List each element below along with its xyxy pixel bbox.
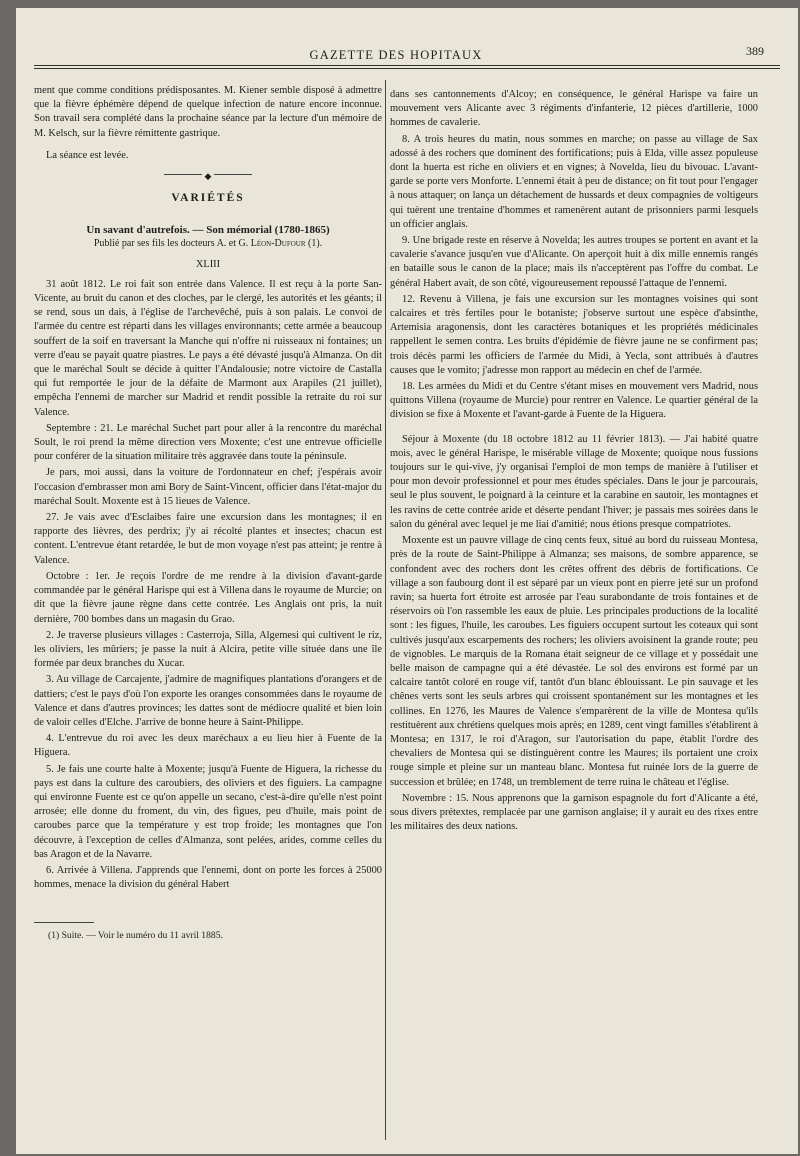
header-rule bbox=[34, 65, 780, 66]
paragraph: Moxente est un pauvre village de cinq cents feux, situé au bord du ruisseau Montesa, près de la route de Saint-Philippe à Almanza; ses maisons, de sombre apparence, se confondent avec des rochers dont les crêtes offrent des débris de fortifications. Ce village a son faubourg dont il est séparé par un vieux pont en pierre jeté sur un profond ravin; sa huerta fort étroite est arrosée par l'eau surabondante de trois fontaines et de réservoirs où l'on rassemble les eaux de pluie. Les principales productions de la localité sont : les figues, l'huile, les caroubes. Les figuiers occupent surtout les coteaux qui sont cultivés jusqu'aux escarpements des rochers; les oliviers avoisinent la grande route; peu de vignobles. Le marquis de la Romana était seigneur de ce village et y possédait une belle maison de campagne qui a été dévastée. Le sol des environs est formé par un calcaire tantôt coloré en rouge vif, tantôt d'un blanc éblouissant. Le pin sauvage et les chênes verts sont les seuls arbres qui croissent spontanément sur les montagnes et les collines. En 1276, les Maures de Valence s'emparèrent de la ville de Montesa qu'ils restituèrent aux chrétiens quelques mois après; en 1289, cent vingt familles s'établirent à Montesa; en 1317, le roi d'Aragon, sur l'autorisation du pape, établit l'ordre des chevaliers de Montesa qui se distinguèrent contre les Maures; ils portaient une croix rouge simple et pleine sur un manteau blanc. Montesa fut ruinée lors de la guerre de succession et brûlée; en 1748, un tremblement de terre ruina le château et l'église. bbox=[390, 535, 758, 788]
paragraph: 2. Je traverse plusieurs villages : Casterroja, Silla, Algemesi qui cultivent le riz, les oliviers, les mûriers; je passe la nuit à Alcira, petite ville située dans une île formée par deux branches du Xucar. bbox=[34, 629, 382, 670]
paragraph: Septembre : 21. Le maréchal Suchet part pour aller à la rencontre du maréchal Soult, le roi prend la même direction vers Moxente; c'est une entrevue officielle pour conférer de la situation militaire très aggravée dans toute la péninsule. bbox=[34, 422, 382, 463]
newspaper-page bbox=[16, 8, 798, 1154]
subtitle-text-end: (1). bbox=[305, 238, 323, 250]
column-separator bbox=[385, 80, 386, 1140]
footnote: (1) Suite. — Voir le numéro du 11 avril 1885. bbox=[48, 930, 223, 942]
left-column bbox=[34, 84, 382, 946]
paragraph: 8. A trois heures du matin, nous sommes en marche; on passe au village de Sax adossé à des rochers que dominent des fortifications; puis à Elda, ville assez populeuse dont la huerta est riche en oliviers et en vignes; à Novelda, lieu du bivouac. L'avant-garde se porte vers Monforte. L'ennemi était à peu de distance; on fit tout pour l'engager à nous attaquer; on lança un détachement de hussards et deux compagnies de voltigeurs qui tuèrent une trentaine d'hommes et ramenèrent autant de prisonniers parmi lesquels un officier anglais. bbox=[390, 133, 758, 230]
article-subtitle bbox=[34, 237, 382, 251]
subtitle-text: Publié par ses fils les docteurs A. et G. bbox=[93, 238, 251, 250]
chapter-number: XLIII bbox=[195, 258, 221, 270]
right-column bbox=[390, 88, 758, 836]
paragraph: 31 août 1812. Le roi fait son entrée dans Valence. Il est reçu à la porte San-Vicente, au bruit du canon et des cloches, par le clergé, les autorités et les géants; il se rend, sous un dais, à l'église de l'archevêché, puis à son palais. Le convoi de l'armée du centre est réparti dans les villages environnants; cette armée a beaucoup souffert de la soif en traversant la Manche qui n'offre ni ruisseaux ni fontaines; un verre d'eau se payait quatre piastres. Le pays a été dévasté jusqu'à Almanza. On dit que le maréchal Soult se décide à quitter l'Andalousie; notre victoire de Castalla qui fut remportée le jour de la défaite de Marmont aux Arapiles (21 juillet), empêcha l'ennemi de marcher sur Madrid et rendit possible la retraite du roi sur Valence. bbox=[34, 278, 382, 418]
paragraph: 4. L'entrevue du roi avec les deux maréchaux a eu lieu hier à Fuente de la Higuera. bbox=[34, 733, 382, 759]
paragraph: 27. Je vais avec d'Esclaibes faire une excursion dans les montagnes; il en rapporte des lièvres, des perdrix; j'y ai récolté plantes et insectes; chacun est content. L'entrevue étant retardée, le but de mon voyage n'est pas atteint; je rentre à Valence. bbox=[34, 512, 382, 566]
paragraph: Séjour à Moxente (du 18 octobre 1812 au 11 février 1813). — J'ai habité quatre mois, avec le général Harispe, le misérable village de Moxente; quoique nous fussions toujours sur le qui-vive, j'y organisai l'emploi de mon temps de manière à l'utiliser et pour mon devoir professionnel et pour mes études spéciales. Dans le jour je parcourais, seul le plus souvent, le poignard à la ceinture et la carabine en sautoir, les montagnes et les ravins de cette contrée aride et déserte pendant l'hiver; je passais mes soirées dans le salon du général avec lequel je me liai d'amitié; nous étions presque compatriotes. bbox=[390, 433, 758, 530]
section-title: VARIÉTÉS bbox=[171, 192, 245, 205]
paragraph: 18. Les armées du Midi et du Centre s'étant mises en mouvement vers Madrid, nous quittons Villena (royaume de Murcie) pour rentrer en Valence. Le quartier général de la division se fixe à Moxente et l'avant-garde à Fuente de la Higuera. bbox=[390, 381, 758, 421]
paragraph: Novembre : 15. Nous apprenons que la garnison espagnole du fort d'Alicante a été, sous divers prétextes, remplacée par une garnison anglaise; il y aurait eu des rixes entre les militaires des deux nations. bbox=[390, 792, 758, 833]
paragraph: La séance est levée. bbox=[46, 149, 129, 161]
paragraph: 5. Je fais une courte halte à Moxente; jusqu'à Fuente de Higuera, la richesse du pays est dans la culture des caroubiers, des oliviers et des figuiers. La campagne qui environne Fuente est ce qu'on appelle un secano, c'est-à-dire qu'elle n'est point arrosée; elle donne du froment, du vin, des figues, peu d'huile, mais point de caroubes parce que la température y est trop froide; les montagnes que l'on découvre, à l'exception de celles d'Almanza, sont pelées, arides, comme celles du bas Aragon et de la Navarre. bbox=[34, 763, 382, 860]
footnote-rule bbox=[34, 922, 94, 923]
paragraph: dans ses cantonnements d'Alcoy; en conséquence, le général Harispe va faire un mouvement vers Alicante avec 3 régiments d'infanterie, 12 pièces d'artillerie, 1000 hommes de cavalerie. bbox=[390, 89, 758, 129]
paragraph: Octobre : 1er. Je reçois l'ordre de me rendre à la division d'avant-garde commandée par le général Harispe qui est à Villena dans le royaume de Murcie; on dit que la fièvre jaune règne dans cette contrée. Les Anglais ont pris, la nuit dernière, 700 bombes dans un magasin du Grao. bbox=[34, 570, 382, 625]
page-number: 389 bbox=[746, 44, 764, 58]
article-title: Un savant d'autrefois. — Son mémorial (1780-1865) bbox=[86, 224, 330, 237]
paragraph: Je pars, moi aussi, dans la voiture de l'ordonnateur en chef; j'espérais avoir l'occasion d'embrasser mon ami Bory de Saint-Vincent, officier dans l'état-major du maréchal Soult. Moxente est à 15 lieues de Valence. bbox=[34, 467, 382, 507]
header-rule-thin bbox=[34, 68, 780, 69]
ornament-divider: ◆ bbox=[34, 169, 382, 179]
paragraph: 6. Arrivée à Villena. J'apprends que l'ennemi, dont on porte les forces à 25000 hommes, menace la division du général Habert bbox=[34, 864, 382, 891]
paragraph: 3. Au village de Carcajente, j'admire de magnifiques plantations d'orangers et de dattiers; c'est le pays d'où l'on exporte les oranges consommées dans le royaume de Valence et dans d'autres provinces; les dattes sont de médiocre qualité et bien loin de valoir celles d'Elche. J'arrive de bonne heure à Saint-Philippe. bbox=[34, 674, 382, 728]
author-name: Léon-Dufour bbox=[250, 238, 306, 250]
paragraph: 9. Une brigade reste en réserve à Novelda; les autres troupes se portent en avant et la cavalerie s'avance jusqu'en vue d'Alicante. On aperçoit huit à dix mille ennemis rangés en bataille sous le canon de la place; mais ils n'acceptèrent pas l'offre du combat. Le général Habert avait, de son côté, vigoureusement repoussé l'attaque de l'ennemi. bbox=[390, 235, 758, 289]
paragraph: ment que comme conditions prédisposantes. M. Kiener semble disposé à admettre que la fièvre éphémère dépend de quelque infection de nature encore inconnue. Son travail sera complété dans la prochaine séance par la lecture d'un mémoire de M. Kelsch, sur la fièvre rémittente gastrique. bbox=[34, 85, 382, 139]
paragraph: 12. Revenu à Villena, je fais une excursion sur les montagnes voisines qui sont calcaires et très fertiles pour le botaniste; j'observe surtout une espèce d'absinthe, Artemisia aragonensis, dont les caractères botaniques et les propriétés médicinales rappellent le semen contra. Les bruits d'épidémie de fièvre jaune ne se confirment pas; trois décès parmi les officiers de l'armée du Midi, à Yecla, sont attribués à d'autres causes que le vomito; j'adresse mon rapport au médecin en chef de l'armée. bbox=[390, 293, 758, 376]
page-header-title: GAZETTE DES HOPITAUX bbox=[309, 48, 483, 62]
